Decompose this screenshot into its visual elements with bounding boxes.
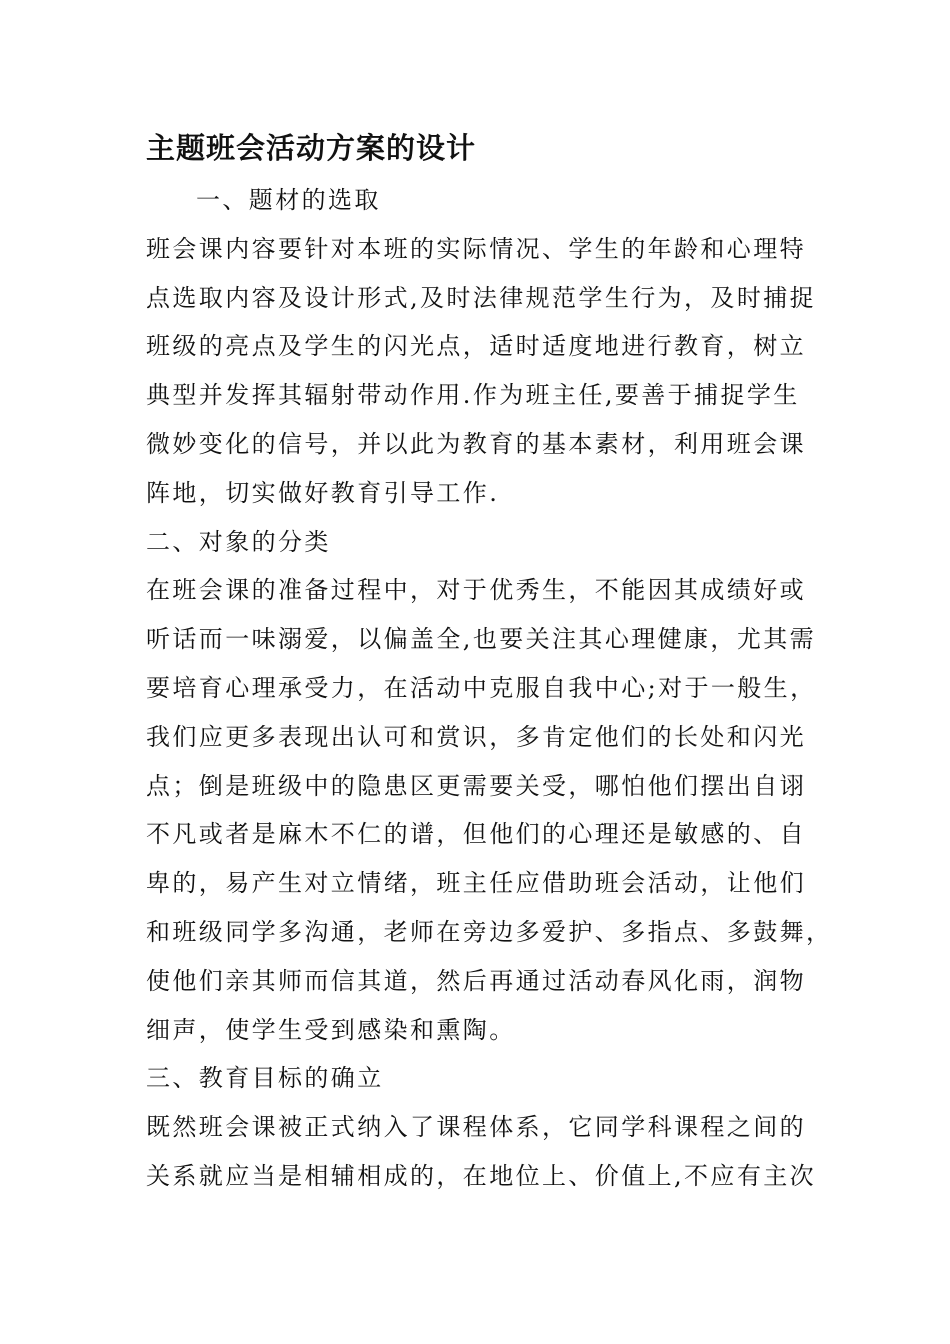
paragraph-line: 点选取内容及设计形式,及时法律规范学生行为，及时捕捉 [146, 283, 817, 312]
paragraph-line: 不凡或者是麻木不仁的谱，但他们的心理还是敏感的、自 [146, 820, 806, 849]
paragraph-line: 点；倒是班级中的隐患区更需要关受，哪怕他们摆出自诩 [146, 771, 806, 800]
paragraph-line: 细声，使学生受到感染和熏陶。 [146, 1015, 516, 1044]
paragraph-line: 班会课内容要针对本班的实际情况、学生的年龄和心理特 [146, 234, 806, 263]
document-title: 主题班会活动方案的设计 [146, 131, 477, 165]
paragraph-line: 班级的亮点及学生的闪光点，适时适度地进行教育，树立 [146, 332, 806, 361]
section-heading-3: 三、教育目标的确立 [146, 1064, 384, 1093]
section-heading-2: 二、对象的分类 [146, 527, 331, 556]
paragraph-line: 关系就应当是相辅相成的，在地位上、价值上,不应有主次 [146, 1161, 817, 1190]
document-body [146, 176, 833, 1201]
paragraph-line: 要培育心理承受力，在活动中克服自我中心;对于一般生， [146, 673, 817, 702]
paragraph-line: 微妙变化的信号，并以此为教育的基本素材，利用班会课 [146, 429, 806, 458]
paragraph-line: 和班级同学多沟通，老师在旁边多爱护、多指点、多鼓舞， [146, 917, 833, 946]
paragraph-line: 我们应更多表现出认可和赏识，多肯定他们的长处和闪光 [146, 722, 806, 751]
paragraph-line: 典型并发挥其辐射带动作用.作为班主任,要善于捕捉学生 [146, 381, 800, 410]
paragraph-line: 阵地，切实做好教育引导工作. [146, 478, 500, 507]
section-heading-1: 一、题材的选取 [196, 186, 381, 214]
paragraph-line: 卑的，易产生对立情绪，班主任应借助班会活动，让他们 [146, 869, 806, 898]
paragraph-line: 使他们亲其师而信其道，然后再通过活动春风化雨，润物 [146, 966, 806, 995]
paragraph-line: 既然班会课被正式纳入了课程体系，它同学科课程之间的 [146, 1113, 806, 1142]
paragraph-line: 听话而一味溺爱，以偏盖全,也要关注其心理健康，尤其需 [146, 625, 817, 654]
paragraph-line: 在班会课的准备过程中，对于优秀生，不能因其成绩好或 [146, 576, 806, 605]
